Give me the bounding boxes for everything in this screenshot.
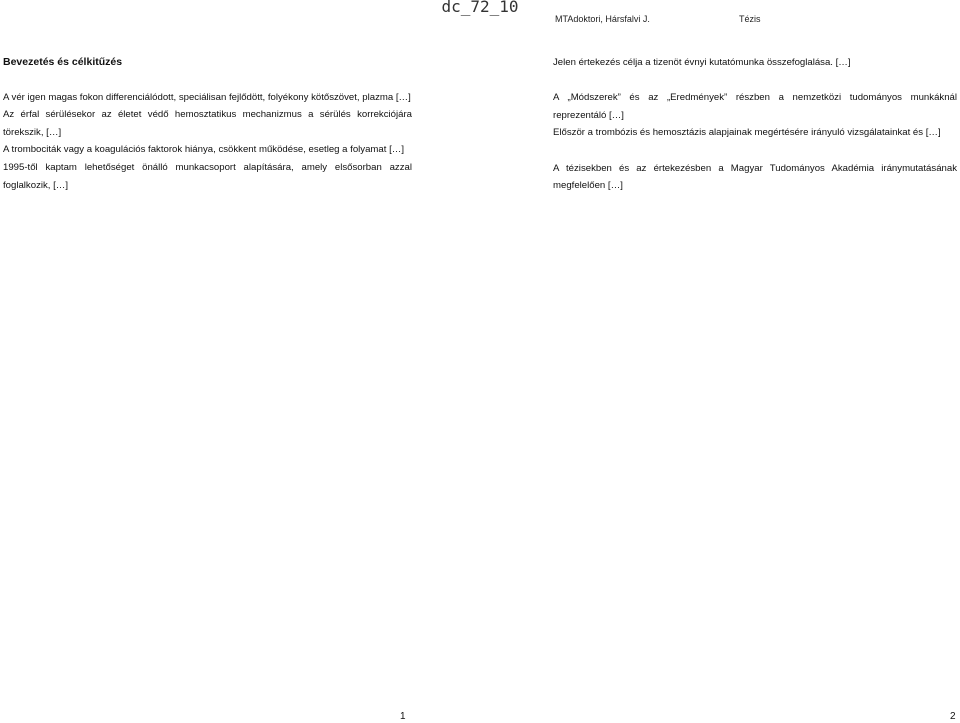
document-id: dc_72_10 bbox=[441, 0, 519, 16]
right-column bbox=[553, 54, 957, 195]
header-author: MTAdoktori, Hársfalvi J. bbox=[555, 14, 650, 24]
page-header bbox=[555, 14, 761, 24]
paragraph: A vér igen magas fokon differenciálódott, speciálisan fejlődött, folyékony kötőszövet, plazma […] bbox=[3, 91, 411, 103]
left-column bbox=[3, 54, 412, 194]
header-doc-type: Tézis bbox=[739, 14, 761, 24]
paragraph: A „Módszerek” és az „Eredmények” részben a nemzetközi tudományos munkáknál reprezentáló […] bbox=[553, 92, 957, 121]
paragraph: A tézisekben és az értekezésben a Magyar Tudományos Akadémia iránymutatásának megfelelően […] bbox=[553, 162, 957, 192]
paragraph: 1995-től kaptam lehetőséget önálló munkacsoport alapítására, amely elsősorban azzal foglalkozik, […] bbox=[3, 161, 412, 191]
section-heading: Bevezetés és célkitűzés bbox=[3, 56, 123, 68]
paragraph-spacer bbox=[553, 142, 957, 160]
paragraph: Az érfal sérülésekor az életet védő hemosztatikus mechanizmus a sérülés korrekciójára törekszik, […] bbox=[3, 109, 412, 138]
paragraph-spacer bbox=[553, 72, 957, 90]
paragraph: Először a trombózis és hemosztázis alapjainak megértésére irányuló vizsgálatainkat és […] bbox=[553, 127, 941, 139]
page-number-right: 2 bbox=[950, 711, 956, 722]
paragraph: A trombociták vagy a koagulációs faktorok hiánya, csökkent működése, esetleg a folyamat […] bbox=[3, 144, 405, 156]
paragraph: Jelen értekezés célja a tizenöt évnyi kutatómunka összefoglalása. […] bbox=[553, 57, 851, 68]
page-number-left: 1 bbox=[400, 711, 406, 722]
